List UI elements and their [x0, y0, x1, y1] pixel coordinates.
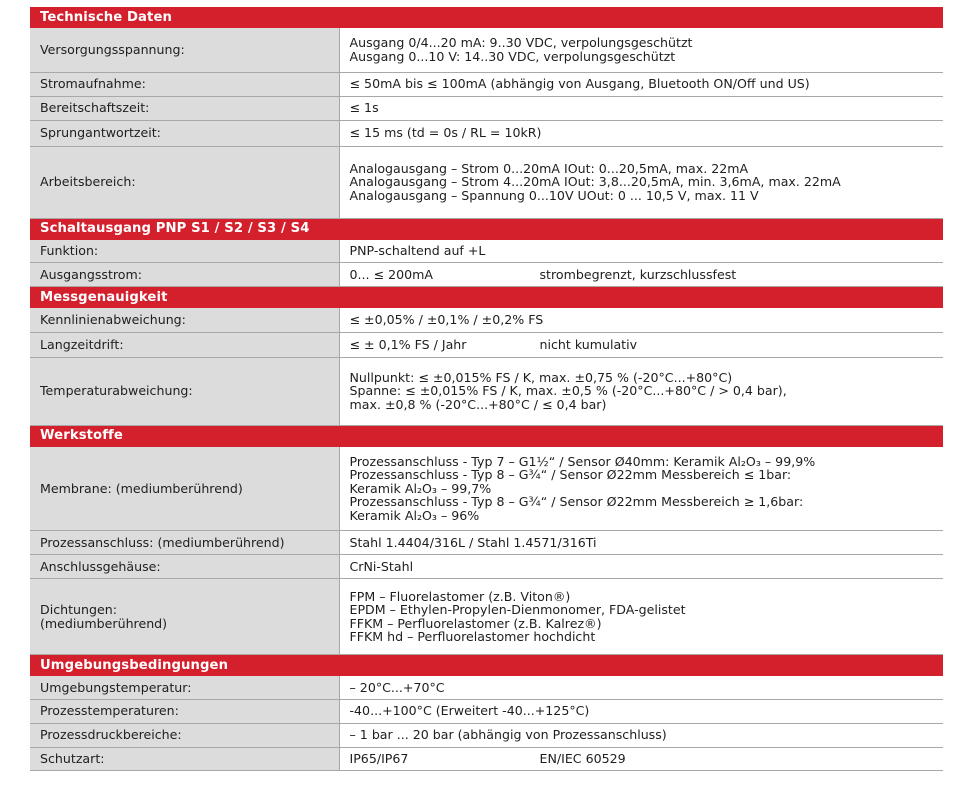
spec-value-line — [350, 268, 934, 282]
spec-value-line — [350, 752, 934, 766]
spec-row-funktion — [30, 240, 943, 263]
spec-value — [339, 747, 943, 770]
section-title: Messgenauigkeit — [30, 287, 943, 309]
spec-row-arbeitsbereich — [30, 146, 943, 218]
spec-value-note: strombegrenzt, kurzschlussfest — [539, 266, 737, 282]
spec-value-line: FFKM hd – Perfluorelastomer hochdicht — [349, 629, 596, 644]
section-header-technische-daten — [30, 7, 943, 28]
spec-label: Sprungantwortzeit: — [30, 120, 339, 146]
spec-value-line: Prozessanschluss - Typ 8 – G¾“ / Sensor Ø22mm Messbereich ≤ 1bar: — [349, 467, 792, 482]
spec-value-line: max. ±0,8 % (-20°C...+80°C / ≤ 0,4 bar) — [349, 396, 607, 412]
spec-label: Schutzart: — [30, 747, 339, 770]
spec-label-line: Dichtungen: — [40, 602, 117, 617]
spec-row-sprungantwortzeit — [30, 120, 943, 146]
spec-value — [339, 357, 943, 425]
spec-value — [339, 723, 943, 747]
spec-value — [339, 332, 943, 357]
spec-value — [339, 96, 943, 120]
spec-value-line: Analogausgang – Strom 4...20mA IOut: 3,8...20,5mA, min. 3,6mA, max. 22mA — [349, 174, 841, 190]
spec-value-line: Keramik Al₂O₃ – 99,7% — [349, 480, 492, 496]
spec-row-versorgungsspannung — [30, 28, 943, 72]
spec-value-line: Spanne: ≤ ±0,015% FS / K, max. ±0,5 % (-20°C...+80°C / > 0,4 bar), — [349, 383, 787, 399]
spec-value — [339, 531, 943, 555]
spec-row-dichtungen-mediumberuhrend — [30, 579, 943, 655]
spec-value-line: Ausgang 0/4...20 mA: 9..30 VDC, verpolungsgeschützt — [349, 35, 693, 51]
section-header-messgenauigkeit — [30, 287, 943, 309]
spec-value — [339, 120, 943, 146]
spec-value — [339, 240, 943, 263]
spec-label: Umgebungstemperatur: — [30, 676, 339, 699]
spec-row-prozesstemperaturen — [30, 699, 943, 723]
spec-value — [339, 28, 943, 72]
spec-value — [339, 308, 943, 332]
spec-label: Funktion: — [30, 240, 339, 263]
spec-value-line: FFKM – Perfluorelastomer (z.B. Kalrez®) — [349, 615, 602, 631]
spec-label: Prozessanschluss: (mediumberührend) — [30, 531, 339, 555]
spec-label: Prozessdruckbereiche: — [30, 723, 339, 747]
spec-label: Kennlinienabweichung: — [30, 308, 339, 332]
spec-value-line: – 1 bar ... 20 bar (abhängig von Prozessanschluss) — [349, 727, 667, 743]
spec-row-schutzart — [30, 747, 943, 770]
spec-value — [339, 146, 943, 218]
spec-value-line: Prozessanschluss - Typ 7 – G1½“ / Sensor Ø40mm: Keramik Al₂O₃ – 99,9% — [349, 453, 816, 469]
spec-value-note: EN/IEC 60529 — [539, 750, 626, 766]
spec-value-line: ≤ ±0,05% / ±0,1% / ±0,2% FS — [349, 312, 544, 327]
spec-value — [339, 447, 943, 531]
spec-value-line: Nullpunkt: ≤ ±0,015% FS / K, max. ±0,75 % (-20°C...+80°C) — [349, 369, 733, 385]
spec-value — [339, 579, 943, 655]
spec-label: Stromaufnahme: — [30, 72, 339, 96]
spec-row-prozessanschluss-mediumberuhrend — [30, 531, 943, 555]
section-title: Schaltausgang PNP S1 / S2 / S3 / S4 — [30, 218, 943, 240]
spec-value-line: Keramik Al₂O₃ – 96% — [349, 507, 480, 523]
spec-value-line: ≤ 50mA bis ≤ 100mA (abhängig von Ausgang, Bluetooth ON/Off und US) — [349, 76, 810, 92]
section-title: Werkstoffe — [30, 425, 943, 447]
spec-value-line: FPM – Fluorelastomer (z.B. Viton®) — [349, 588, 571, 604]
spec-row-langzeitdrift — [30, 332, 943, 357]
spec-value-line: Ausgang 0...10 V: 14..30 VDC, verpolungsgeschützt — [349, 48, 676, 64]
spec-row-stromaufnahme — [30, 72, 943, 96]
section-title: Technische Daten — [30, 7, 943, 28]
spec-label: Ausgangsstrom: — [30, 263, 339, 287]
spec-row-temperaturabweichung — [30, 357, 943, 425]
spec-value-line: Analogausgang – Strom 0...20mA IOut: 0...20,5mA, max. 22mA — [349, 160, 749, 176]
spec-value-main: 0... ≤ 200mA — [349, 266, 434, 282]
spec-label-line: (mediumberührend) — [40, 615, 168, 631]
technical-data-body — [30, 7, 943, 770]
spec-label: Anschlussgehäuse: — [30, 555, 339, 579]
spec-value-line — [350, 338, 934, 352]
spec-label — [30, 579, 339, 655]
spec-value-line: ≤ 1s — [349, 100, 379, 116]
section-header-schaltausgang-pnp-s1-s2-s3-s4 — [30, 218, 943, 240]
spec-row-kennlinienabweichung — [30, 308, 943, 332]
spec-value-line: Stahl 1.4404/316L / Stahl 1.4571/316Ti — [349, 534, 597, 550]
spec-value — [339, 72, 943, 96]
spec-label: Membrane: (mediumberührend) — [30, 447, 339, 531]
spec-label: Arbeitsbereich: — [30, 146, 339, 218]
technical-data-table — [30, 7, 943, 771]
spec-value-line: -40...+100°C (Erweitert -40...+125°C) — [349, 703, 590, 719]
spec-row-bereitschaftszeit — [30, 96, 943, 120]
spec-value-line: Analogausgang – Spannung 0...10V UOut: 0 ... 10,5 V, max. 11 V — [349, 187, 759, 203]
spec-value-line: EPDM – Ethylen-Propylen-Dienmonomer, FDA-gelistet — [349, 602, 686, 617]
spec-row-umgebungstemperatur — [30, 676, 943, 699]
spec-row-prozessdruckbereiche — [30, 723, 943, 747]
spec-value-main: ≤ ± 0,1% FS / Jahr — [349, 336, 467, 352]
section-title: Umgebungsbedingungen — [30, 655, 943, 677]
spec-row-ausgangsstrom — [30, 263, 943, 287]
spec-value-note: nicht kumulativ — [539, 336, 638, 352]
spec-value-line: ≤ 15 ms (td = 0s / RL = 10kR) — [349, 125, 542, 141]
section-header-werkstoffe — [30, 425, 943, 447]
spec-value — [339, 676, 943, 699]
spec-row-membrane-mediumberuhrend — [30, 447, 943, 531]
spec-value — [339, 263, 943, 287]
spec-label: Langzeitdrift: — [30, 332, 339, 357]
spec-value-line: PNP-schaltend auf +L — [349, 243, 486, 258]
spec-value-line: – 20°C...+70°C — [349, 679, 445, 695]
spec-label: Temperaturabweichung: — [30, 357, 339, 425]
spec-label: Versorgungsspannung: — [30, 28, 339, 72]
spec-row-anschlussgehause — [30, 555, 943, 579]
spec-label: Bereitschaftszeit: — [30, 96, 339, 120]
spec-label: Prozesstemperaturen: — [30, 699, 339, 723]
spec-value-line: Prozessanschluss - Typ 8 – G¾“ / Sensor Ø22mm Messbereich ≥ 1,6bar: — [349, 494, 804, 509]
spec-value — [339, 555, 943, 579]
spec-value-main: IP65/IP67 — [349, 750, 409, 766]
spec-value — [339, 699, 943, 723]
section-header-umgebungsbedingungen — [30, 655, 943, 677]
spec-value-line: CrNi-Stahl — [349, 558, 414, 574]
